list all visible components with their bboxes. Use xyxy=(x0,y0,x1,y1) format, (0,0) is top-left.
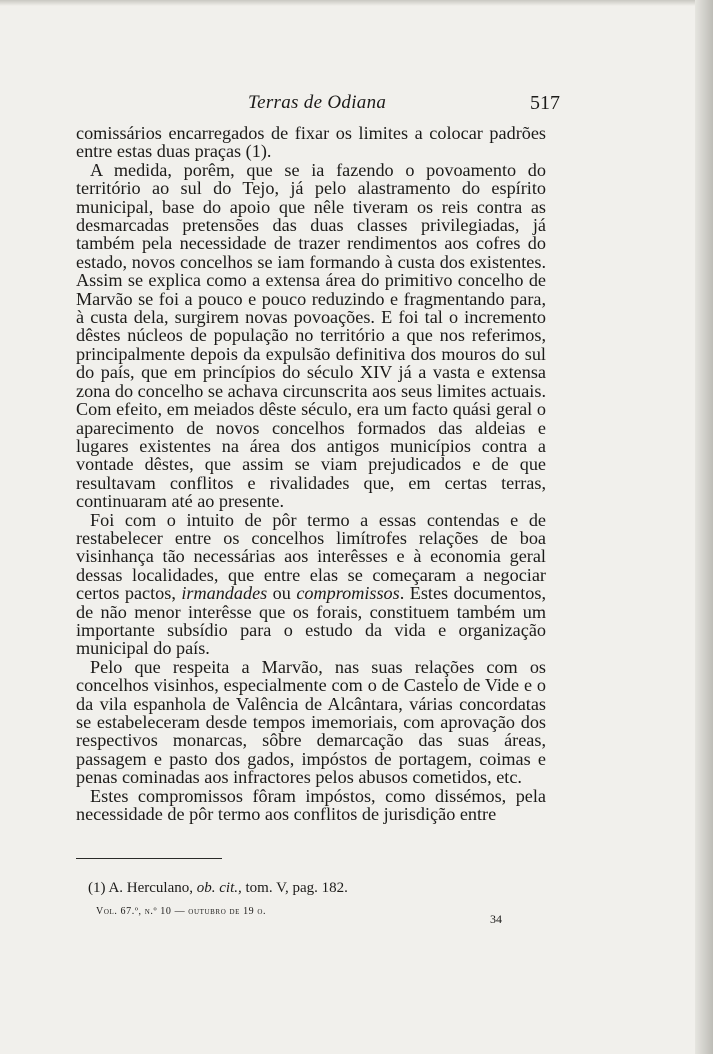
paragraph-3-text-b: ou xyxy=(267,583,297,604)
page-top-edge xyxy=(0,0,713,6)
running-head xyxy=(76,84,560,124)
footnote-marker: (1) xyxy=(88,880,106,896)
paragraph-4: Pelo que respeita a Marvão, nas suas relações com os concelhos visinhos, especialmente com o de Castelo de Vide e o da vila espanhola de Valência de Alcântara, várias concordatas se estabeleceram desde tempos imemoriais, com aprovação dos respectivos monarcas, sôbre demarcação das suas áreas, passagem e pasto dos gados, impóstos de portagem, coimas e penas cominadas aos infractores pelos abusos cometidos, etc. xyxy=(76,656,546,788)
paragraph-3-text-c: . Estes documentos, de não menor interêsse que os forais, constituem também um importante subsídio para o estudo da vida e organização municipal do país. xyxy=(76,583,547,659)
sheet-mark: 34 xyxy=(490,912,502,926)
page-gutter-shadow xyxy=(695,0,713,1054)
page-number: 517 xyxy=(530,92,560,114)
book-page xyxy=(76,84,560,825)
footnote-rule xyxy=(76,858,222,859)
body-text xyxy=(76,124,546,823)
footnote xyxy=(88,880,348,897)
term-compromissos: compromissos xyxy=(296,583,400,604)
term-irmandades: irmandades xyxy=(181,583,268,604)
paragraph-5: Estes compromissos fôram impóstos, como dissémos, pela necessidade de pôr termo aos conflitos de jurisdição entre xyxy=(76,785,546,825)
volume-signature: Vol. 67.º, n.º 10 — outubro de 19 o. xyxy=(96,906,267,917)
footnote-ref: ob. cit., xyxy=(196,880,242,896)
paragraph-2: A medida, porêm, que se ia fazendo o povoamento do território ao sul do Tejo, já pelo alastramento do espírito municipal, base do apoio que nêle tiveram os reis contra as desmarcadas pretensões das duas classes privilegiadas, já também pela necessidade de trazer rendimentos aos cofres do estado, novos concelhos se iam formando à custa dos existentes. Assim se explica como a extensa área do primitivo concelho de Marvão se foi a pouco e pouco reduzindo e fragmentando para, à custa dela, surgirem novas povoações. E foi tal o incremento dêstes núcleos de população no território a que nos referimos, principalmente depois da expulsão definitiva dos mouros do sul do país, que em princípios do século XIV já a vasta e extensa zona do concelho se achava circunscrita aos seus limites actuais. Com efeito, em meiados dêste século, era um facto quási geral o aparecimento de novos concelhos formados das aldeias e lugares existentes na área dos antigos municípios contra a vontade dêstes, que assim se viam prejudicados e de que resultavam conflitos e rivalidades que, em certas terras, continuaram até ao presente. xyxy=(76,159,546,512)
paragraph-3-text-a: Foi com o intuito de pôr termo a essas contendas e de restabelecer entre os concelhos limítrofes relações de boa visinhança tão necessárias aos interêsses e à economia geral dessas localidades, que entre elas se começaram a negociar certos pactos, xyxy=(76,509,546,604)
footnote-rest: tom. V, pag. 182. xyxy=(245,880,348,896)
running-title: Terras de Odiana xyxy=(248,92,387,113)
paragraph-1: comissários encarregados de fixar os limites a colocar padrões entre estas duas praças (1). xyxy=(76,123,546,162)
footnote-author: A. Herculano, xyxy=(108,880,193,896)
paragraph-3 xyxy=(76,511,546,658)
